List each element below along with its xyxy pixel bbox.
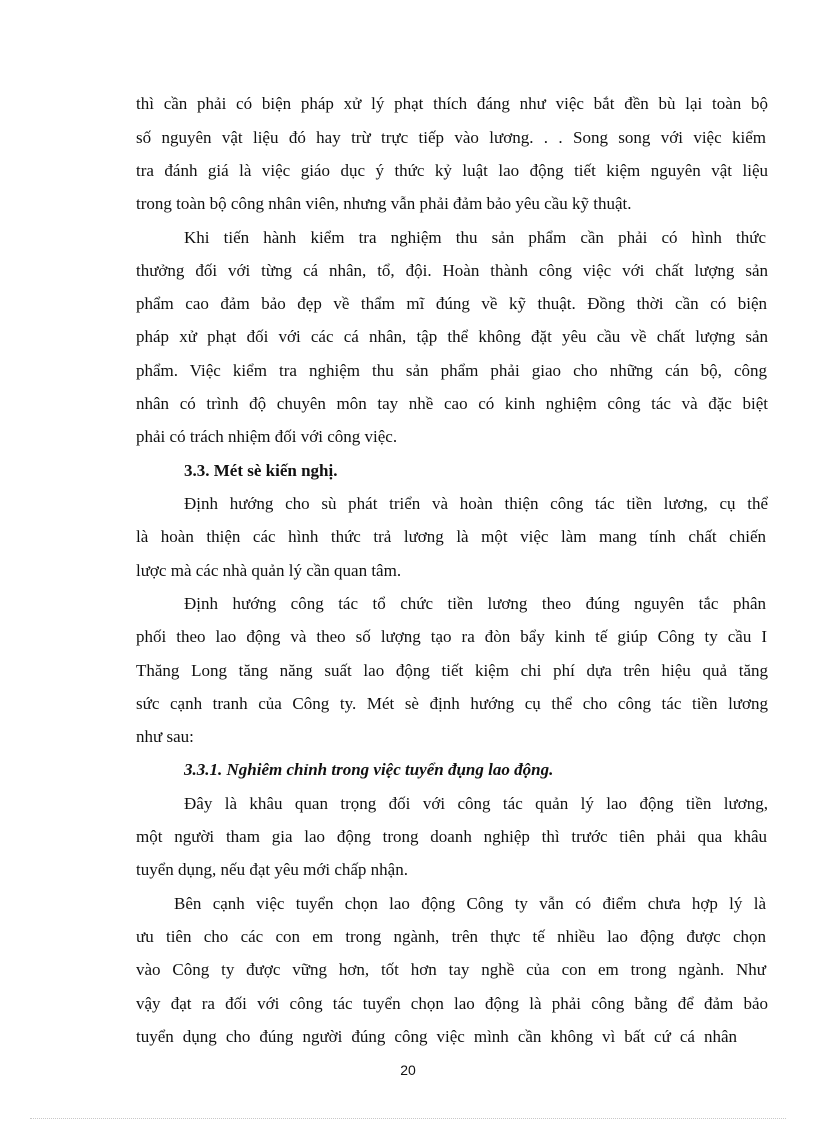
text-line: là hoàn thiện các hình thức trả lương là một việc làm mang tính chất chiến [136,527,766,546]
text-line: trong toàn bộ công nhân viên, nhưng vẫn phải đảm bảo yêu cầu kỹ thuật. [136,194,632,213]
text-line: Định hướng công tác tổ chức tiền lương theo đúng nguyên tắc phân [184,594,766,613]
text-line: thì cần phải có biện pháp xử lý phạt thích đáng như việc bắt đền bù lại toàn bộ [136,94,768,113]
text-line: tuyển dụng, nếu đạt yêu mới chấp nhận. [136,860,408,879]
text-line: như sau: [136,727,194,746]
text-line: phải có trách nhiệm đối với công việc. [136,427,398,446]
text-line: số nguyên vật liệu đó hay trừ trực tiếp vào lương. . . Song song với việc kiểm [136,128,766,147]
text-line: tuyển dụng cho đúng người đúng công việc mình cần không vì bất cứ cá nhân [136,1027,737,1046]
text-line: nhân có trình độ chuyên môn tay nhề cao có kinh nghiệm công tác và đặc biệt [136,394,768,413]
text-line: Định hướng cho sù phát triển và hoàn thiện công tác tiền lương, cụ thể [184,494,768,513]
text-line: phẩm cao đảm bảo đẹp về thẩm mĩ đúng về kỹ thuật. Đồng thời cần có biện [136,294,767,313]
text-line: Khi tiến hành kiểm tra nghiệm thu sản phẩm cần phải có hình thức [184,228,766,247]
text-line: một người tham gia lao động trong doanh nghiệp thì trước tiên phải qua khâu [136,827,767,846]
text-line: thưởng đối với từng cá nhân, tổ, đội. Hoàn thành công việc với chất lượng sản [136,261,768,280]
text-line: vậy đạt ra đối với công tác tuyển chọn lao động là phải công bằng để đảm bảo [136,994,768,1013]
section-heading: 3.3. Mét sè kiến nghị. [184,461,338,480]
page-bottom-divider [30,1118,786,1119]
text-line: Bên cạnh việc tuyển chọn lao động Công ty vẫn có điểm chưa hợp lý là [174,894,766,913]
text-line: vào Công ty được vững hơn, tốt hơn tay nghề của con em trong ngành. Như [136,960,766,979]
subsection-heading: 3.3.1. Nghiêm chỉnh trong việc tuyển đụng lao động. [184,760,554,779]
text-line: Thăng Long tăng năng suất lao động tiết kiệm chi phí dựa trên hiệu quả tăng [136,661,768,680]
text-line: ưu tiên cho các con em trong ngành, trên thực tế nhiều lao động được chọn [136,927,766,946]
text-line: phối theo lao động và theo số lượng tạo ra đòn bẩy kinh tế giúp Công ty cầu I [136,627,767,646]
page-number: 20 [400,1062,416,1078]
text-line: phẩm. Việc kiểm tra nghiệm thu sản phẩm phải giao cho những cán bộ, công [136,361,767,380]
text-line: lược mà các nhà quản lý cần quan tâm. [136,561,402,580]
text-line: Đây là khâu quan trọng đối với công tác quản lý lao động tiền lương, [184,794,768,813]
text-line: pháp xử phạt đối với các cá nhân, tập thể không đặt yêu cầu về chất lượng sản [136,327,768,346]
text-line: sức cạnh tranh của Công ty. Mét sè định hướng cụ thể cho công tác tiền lương [136,694,768,713]
text-line: tra đánh giá là việc giáo dục ý thức kỷ luật lao động tiết kiệm nguyên vật liệu [136,161,768,180]
